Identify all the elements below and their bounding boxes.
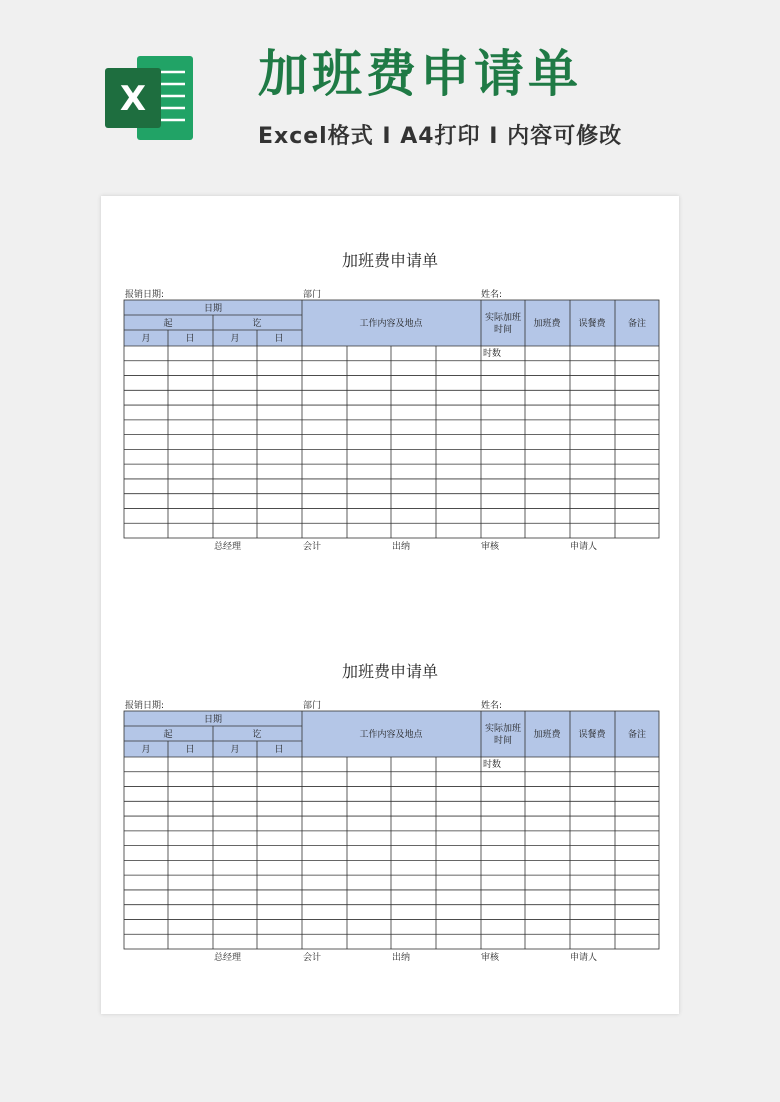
excel-logo-letter: X xyxy=(119,79,147,119)
day-header: 日 xyxy=(185,334,195,344)
banner-subtitle: Excel格式 I A4打印 I 内容可修改 xyxy=(258,124,623,149)
form-title: 加班费申请单 xyxy=(341,662,438,681)
report-date-label: 报销日期: xyxy=(125,701,165,711)
date-header: 日期 xyxy=(203,715,223,725)
banner-title: 加班费申请单 xyxy=(258,45,582,103)
banner xyxy=(0,0,780,175)
overtime-form-1 xyxy=(101,196,679,576)
work-content-header: 工作内容及地点 xyxy=(359,319,423,329)
form-title: 加班费申请单 xyxy=(341,251,438,270)
start-header: 起 xyxy=(163,319,173,329)
day-header: 日 xyxy=(274,334,284,344)
overtime-pay-header: 加班费 xyxy=(533,730,561,740)
footer-gm: 总经理 xyxy=(214,953,242,963)
form-table xyxy=(101,300,679,540)
hours-label: 时数 xyxy=(483,349,502,359)
form-table xyxy=(101,711,679,951)
start-header: 起 xyxy=(163,730,173,740)
actual-time-header: 时间 xyxy=(493,325,513,335)
report-date-label: 报销日期: xyxy=(125,290,165,300)
month-header: 月 xyxy=(230,334,240,344)
footer-cashier: 出纳 xyxy=(392,542,411,552)
footer-accounting: 会计 xyxy=(303,542,322,552)
overtime-pay-header: 加班费 xyxy=(533,319,561,329)
actual-time-header: 时间 xyxy=(493,736,513,746)
day-header: 日 xyxy=(185,745,195,755)
remark-header: 备注 xyxy=(627,319,647,329)
date-header: 日期 xyxy=(203,304,223,314)
work-content-header: 工作内容及地点 xyxy=(359,730,423,740)
excel-logo-icon xyxy=(101,50,197,146)
hours-label: 时数 xyxy=(483,760,502,770)
footer-applicant: 申请人 xyxy=(570,542,598,552)
footer-accounting: 会计 xyxy=(303,953,322,963)
month-header: 月 xyxy=(141,334,151,344)
document-page xyxy=(101,196,679,1014)
end-header: 讫 xyxy=(252,319,262,329)
end-header: 讫 xyxy=(252,730,262,740)
footer-audit: 审核 xyxy=(481,542,500,552)
meal-fee-header: 误餐费 xyxy=(578,319,606,329)
month-header: 月 xyxy=(230,745,240,755)
name-label: 姓名: xyxy=(481,701,503,711)
footer-gm: 总经理 xyxy=(214,542,242,552)
meal-fee-header: 误餐费 xyxy=(578,730,606,740)
remark-header: 备注 xyxy=(627,730,647,740)
overtime-form-2 xyxy=(101,607,679,987)
department-label: 部门 xyxy=(303,290,322,300)
month-header: 月 xyxy=(141,745,151,755)
footer-cashier: 出纳 xyxy=(392,953,411,963)
day-header: 日 xyxy=(274,745,284,755)
actual-time-header: 实际加班 xyxy=(484,313,522,323)
name-label: 姓名: xyxy=(481,290,503,300)
department-label: 部门 xyxy=(303,701,322,711)
footer-applicant: 申请人 xyxy=(570,953,598,963)
actual-time-header: 实际加班 xyxy=(484,724,522,734)
footer-audit: 审核 xyxy=(481,953,500,963)
